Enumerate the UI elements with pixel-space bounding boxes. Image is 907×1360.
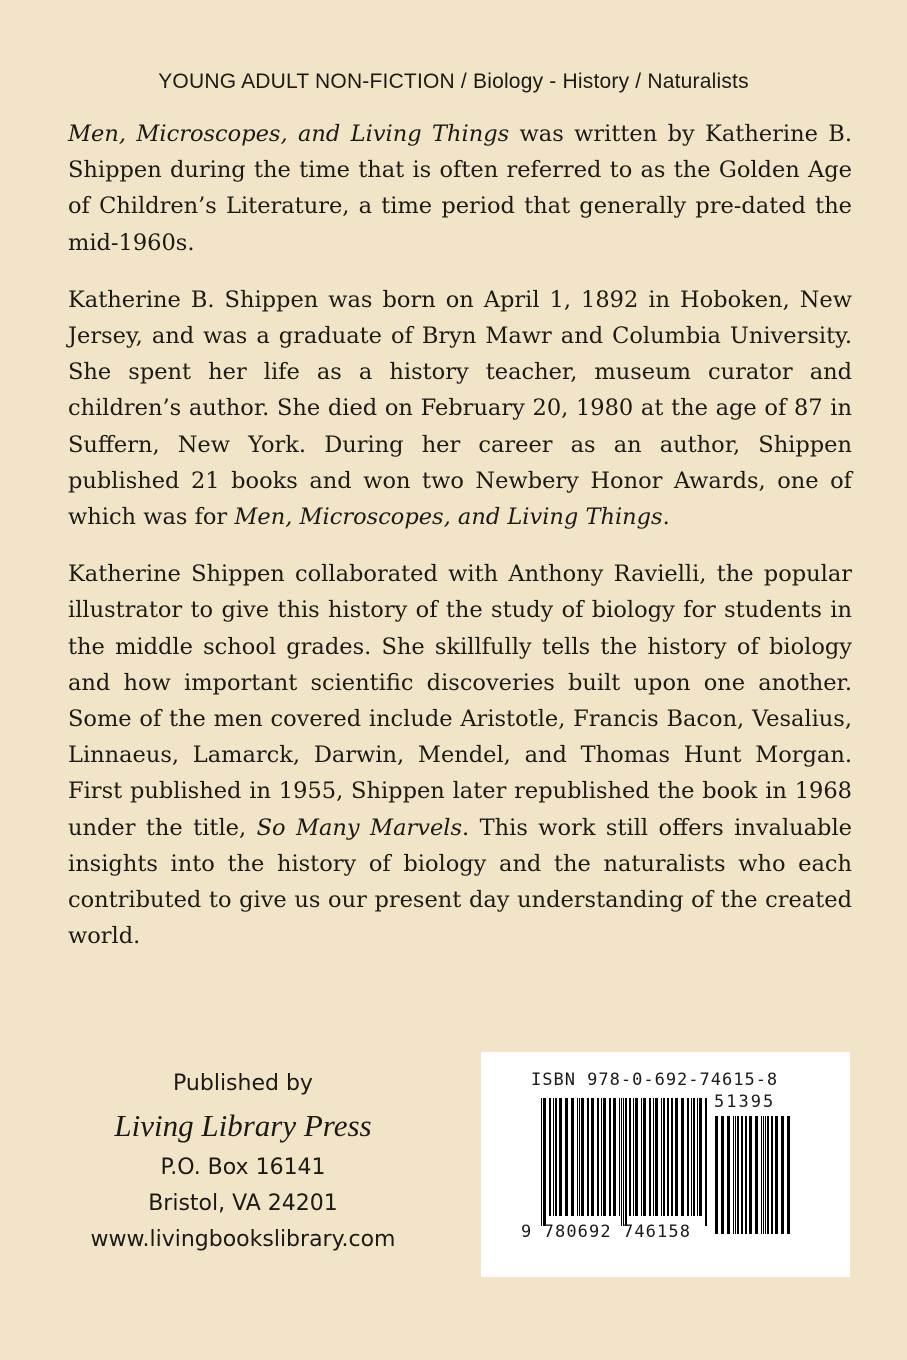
barcode-bar (565, 1098, 568, 1216)
barcode-bar (755, 1116, 758, 1234)
barcode-bar (715, 1116, 718, 1234)
isbn-label: ISBN 978-0-692-74615-8 (531, 1070, 779, 1090)
alt-title: So Many Marvels (256, 814, 463, 841)
barcode-bar (787, 1116, 790, 1234)
barcode-bar (625, 1098, 627, 1226)
barcode-bar (571, 1098, 574, 1216)
barcode-bar (761, 1116, 762, 1234)
barcode-bar (721, 1116, 724, 1234)
barcode-bar (553, 1098, 554, 1216)
barcode-bar (641, 1098, 642, 1216)
barcode-bar (555, 1098, 557, 1216)
barcode-bar (733, 1116, 734, 1234)
barcode-bar (663, 1098, 665, 1216)
barcode-bar (559, 1098, 562, 1216)
book-title: Men, Microscopes, and Living Things (234, 504, 663, 531)
barcode-bar (749, 1116, 752, 1234)
barcode-bar (603, 1098, 606, 1216)
barcode-bar (621, 1098, 622, 1226)
bio-text: Katherine B. Shippen was born on April 1, 1892 in Hoboken, New Jersey, and was a graduate of Bryn Mawr and Columbia University. She spent her life as a history teacher, museum curator and children’s author. She died on February 20, 1980 at the age of 87 in Suffern, New York. During her career as an author, Shippen published 21 books and won two Newbery Honor Awards, one of which was for (68, 286, 852, 531)
barcode-bar (601, 1098, 602, 1216)
price-addon-code: 51395 (714, 1092, 776, 1112)
barcode-bar (763, 1116, 764, 1234)
barcode-bar (591, 1098, 594, 1216)
barcode-bar (543, 1098, 546, 1226)
barcode-bar (549, 1098, 551, 1216)
barcode-bar (613, 1098, 616, 1216)
book-description (68, 116, 852, 975)
category-line: YOUNG ADULT NON-FICTION / Biology - History / Naturalists (158, 70, 749, 93)
paragraph-summary (68, 556, 852, 954)
barcode-bar (635, 1098, 638, 1216)
barcode-bar (767, 1116, 769, 1234)
barcode-bar (619, 1098, 620, 1216)
barcode-bar (649, 1098, 651, 1216)
intro-text: was written by Katherine B. Shippen during the time that is often referred to as the Golden Age of Children’s Literature, a time period that generally pre-dated the mid-1960s. (68, 121, 852, 256)
barcode-bar (771, 1116, 773, 1234)
barcode-bar (691, 1098, 692, 1216)
barcode-bar (577, 1098, 578, 1216)
published-by-label: Published by (173, 1071, 313, 1096)
publisher-name: Living Library Press (114, 1108, 372, 1143)
barcode-bar (697, 1098, 698, 1216)
barcode-bar (581, 1098, 584, 1216)
barcode-bar (587, 1098, 589, 1216)
book-title: Men, Microscopes, and Living Things (68, 121, 510, 147)
barcode-bar (629, 1098, 631, 1216)
barcode-bar (745, 1116, 747, 1234)
bio-end: . (662, 504, 670, 531)
barcode-bar (579, 1098, 580, 1216)
barcode-icon (481, 1052, 850, 1277)
barcode-bar (597, 1098, 599, 1216)
barcode-bar (737, 1116, 739, 1234)
barcode-bar (775, 1116, 778, 1234)
publisher-website: www.livingbookslibrary.com (90, 1227, 396, 1252)
paragraph-author-bio (68, 282, 852, 535)
publisher-po-box: P.O. Box 16141 (160, 1155, 326, 1180)
publisher-block (68, 1066, 418, 1258)
barcode-bar (699, 1098, 702, 1216)
barcode-bar (781, 1116, 784, 1234)
barcode-bar (693, 1098, 695, 1216)
barcode-bar (661, 1098, 662, 1216)
barcode-bar (643, 1098, 646, 1216)
barcode-bar (671, 1098, 673, 1216)
barcode-digits: 9 780692 746158 (521, 1222, 692, 1242)
barcode-bar (727, 1116, 730, 1234)
barcode-bar (687, 1098, 689, 1216)
summary-end: . This work still offers invaluable insights into the history of biology and the naturalists who each contributed to give us our present day understanding of the created world. (68, 814, 852, 950)
barcode-bar (667, 1098, 669, 1216)
barcode-bar (681, 1098, 684, 1216)
barcode-bar (541, 1098, 542, 1226)
barcode-bar (735, 1116, 736, 1234)
barcode-bar (675, 1098, 678, 1216)
barcode-bar (765, 1116, 766, 1234)
barcode-bar (609, 1098, 611, 1216)
publisher-city: Bristol, VA 24201 (148, 1191, 338, 1216)
barcode-bar (741, 1116, 743, 1234)
barcode-bar (623, 1098, 624, 1226)
isbn-barcode-box (481, 1052, 850, 1277)
paragraph-intro (68, 116, 852, 261)
barcode-bar (633, 1098, 634, 1216)
barcode-bar (653, 1098, 654, 1216)
barcode-bar (705, 1098, 707, 1226)
barcode-bar (655, 1098, 658, 1216)
summary-text: Katherine Shippen collaborated with Anthony Ravielli, the popular illustrator to give this history of the study of biology for students in the middle school grades. She skillfully tells the history of biology and how important scientific discoveries built upon one another. Some of the men covered include Aristotle, Francis Bacon, Vesalius, Linnaeus, Lamarck, Darwin, Mendel, and Thomas Hunt Morgan. First published in 1955, Shippen later republished the book in 1968 under the title, (68, 561, 852, 841)
